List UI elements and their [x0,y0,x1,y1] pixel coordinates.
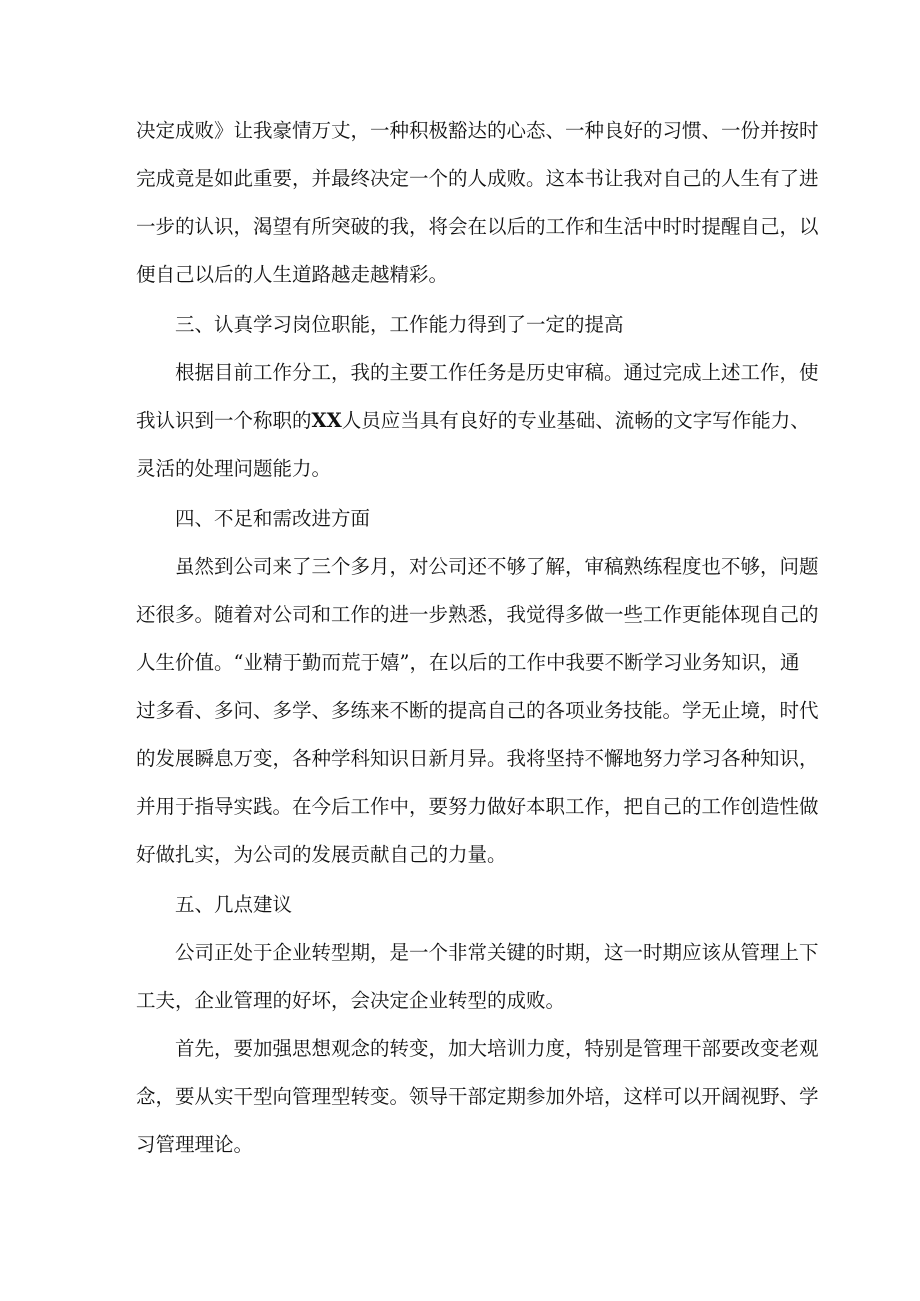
paragraph-line: 好做扎实，为公司的发展贡献自己的力量。 [136,843,507,866]
paragraph-line: 公司正处于企业转型期，是一个非常关键的时期，这一时期应该从管理上下 [175,941,819,964]
paragraph-text-segment: 我认识到一个称职的 [136,409,312,432]
placeholder-xx: XX [311,409,342,432]
section-heading-4: 四、不足和需改进方面 [175,507,371,530]
paragraph-line: 灵活的处理问题能力。 [136,457,332,480]
paragraph-line: 根据目前工作分工，我的主要工作任务是历史审稿。通过完成上述工作，使 [175,361,819,384]
paragraph-line: 虽然到公司来了三个多月，对公司还不够了解，审稿熟练程度也不够，问题 [175,555,819,578]
paragraph-line: 决定成败》让我豪情万丈，一种积极豁达的心态、一种良好的习惯、一份并按时 [136,119,819,142]
paragraph-text-segment: 人员应当具有良好的专业基础、流畅的文字写作能力、 [341,409,810,432]
paragraph-line: 人生价值。“业精于勤而荒于嬉”，在以后的工作中我要不断学习业务知识，通 [136,651,800,674]
paragraph-line: 的发展瞬息万变，各种学科知识日新月异。我将坚持不懈地努力学习各种知识， [136,747,819,770]
paragraph-line: 习管理理论。 [136,1133,254,1156]
paragraph-line: 念，要从实干型向管理型转变。领导干部定期参加外培，这样可以开阔视野、学 [136,1085,819,1108]
paragraph-line: 过多看、多问、多学、多练来不断的提高自己的各项业务技能。学无止境，时代 [136,699,819,722]
paragraph-line: 还很多。随着对公司和工作的进一步熟悉，我觉得多做一些工作更能体现自己的 [136,603,819,626]
paragraph-line: 工夫，企业管理的好坏，会决定企业转型的成败。 [136,989,566,1012]
section-heading-5: 五、几点建议 [175,893,293,916]
paragraph-line: 完成竟是如此重要，并最终决定一个的人成败。这本书让我对自己的人生有了进 [136,167,819,190]
paragraph-line: 便自己以后的人生道路越走越精彩。 [136,263,449,286]
paragraph-line: 并用于指导实践。在今后工作中，要努力做好本职工作，把自己的工作创造性做 [136,795,819,818]
paragraph-line: 一步的认识，渴望有所突破的我，将会在以后的工作和生活中时时提醒自己，以 [136,215,819,238]
section-heading-3: 三、认真学习岗位职能，工作能力得到了一定的提高 [175,313,624,336]
paragraph-line: 首先，要加强思想观念的转变，加大培训力度，特别是管理干部要改变老观 [175,1037,819,1060]
paragraph-line-mixed [136,406,810,436]
